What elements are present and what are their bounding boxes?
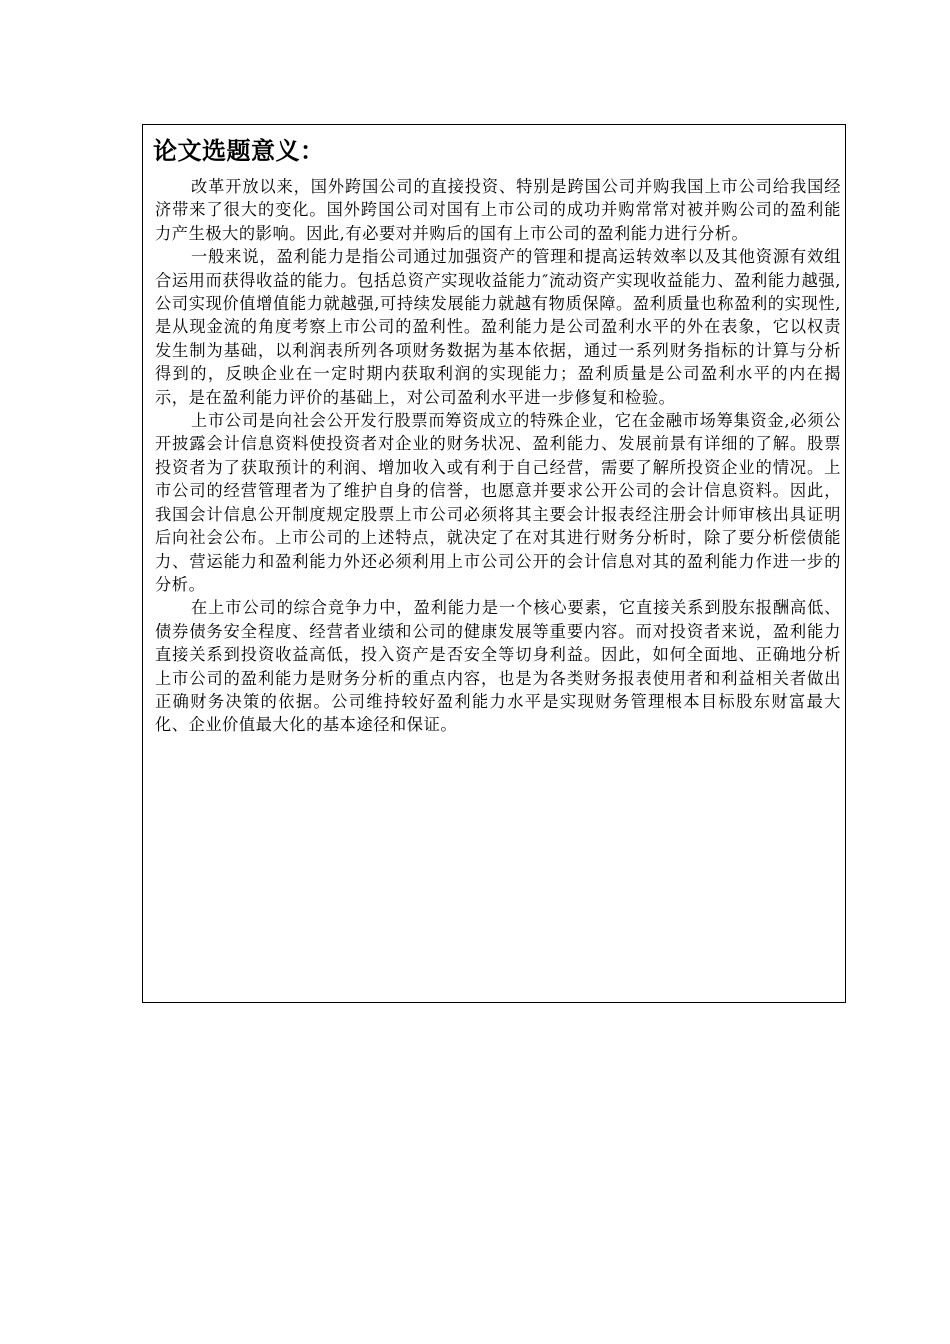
paragraph-3: 上市公司是向社会公开发行股票而筹资成立的特殊企业，它在金融市场筹集资金,必须公开披露会计信息资料使投资者对企业的财务状况、盈利能力、发展前景有详细的了解。股票投资者为了获取预计的利润、增加收入或有利于自己经营，需要了解所投资企业的情况。上市公司的经营管理者为了维护自身的信誉，也愿意并要求公开公司的会计信息资料。因此，我国会计信息公开制度规定股票上市公司必须将其主要会计报表经注册会计师审核出具证明后向社会公布。上市公司的上述特点，就决定了在对其进行财务分析时，除了要分析偿债能力、营运能力和盈利能力外还必须利用上市公司公开的会计信息对其的盈利能力作进一步的分析。 <box>155 411 841 594</box>
paragraph-2: 一般来说，盈利能力是指公司通过加强资产的管理和提高运转效率以及其他资源有效组合运用而获得收益的能力。包括总资产实现收益能力″流动资产实现收益能力、盈利能力越强,公司实现价值增值能力就越强,可持续发展能力就越有物质保障。盈利质量也称盈利的实现性,是从现金流的角度考察上市公司的盈利性。盈利能力是公司盈利水平的外在表象，它以权责发生制为基础，以利润表所列各项财务数据为基本依据，通过一系列财务指标的计算与分析得到的，反映企业在一定时期内获取利润的实现能力；盈利质量是公司盈利水平的内在揭示，是在盈利能力评价的基础上，对公司盈利水平进一步修复和检验。 <box>155 247 841 407</box>
body-text <box>155 175 841 737</box>
content-frame <box>142 124 846 1003</box>
section-heading: 论文选题意义： <box>153 137 325 165</box>
paragraph-4: 在上市公司的综合竞争力中，盈利能力是一个核心要素，它直接关系到股东报酬高低、债券债务安全程度、经营者业绩和公司的健康发展等重要内容。而对投资者来说，盈利能力直接关系到投资收益高低，投入资产是否安全等切身利益。因此，如何全面地、正确地分析上市公司的盈利能力是财务分析的重点内容，也是为各类财务报表使用者和利益相关者做出正确财务决策的依据。公司维持较好盈利能力水平是实现财务管理根本目标股东财富最大化、企业价值最大化的基本途径和保证。 <box>155 598 841 735</box>
paragraph-1: 改革开放以来，国外跨国公司的直接投资、特别是跨国公司并购我国上市公司给我国经济带来了很大的变化。国外跨国公司对国有上市公司的成功并购常常对被并购公司的盈利能力产生极大的影响。因此,有必要对并购后的国有上市公司的盈利能力进行分析。 <box>155 177 841 243</box>
